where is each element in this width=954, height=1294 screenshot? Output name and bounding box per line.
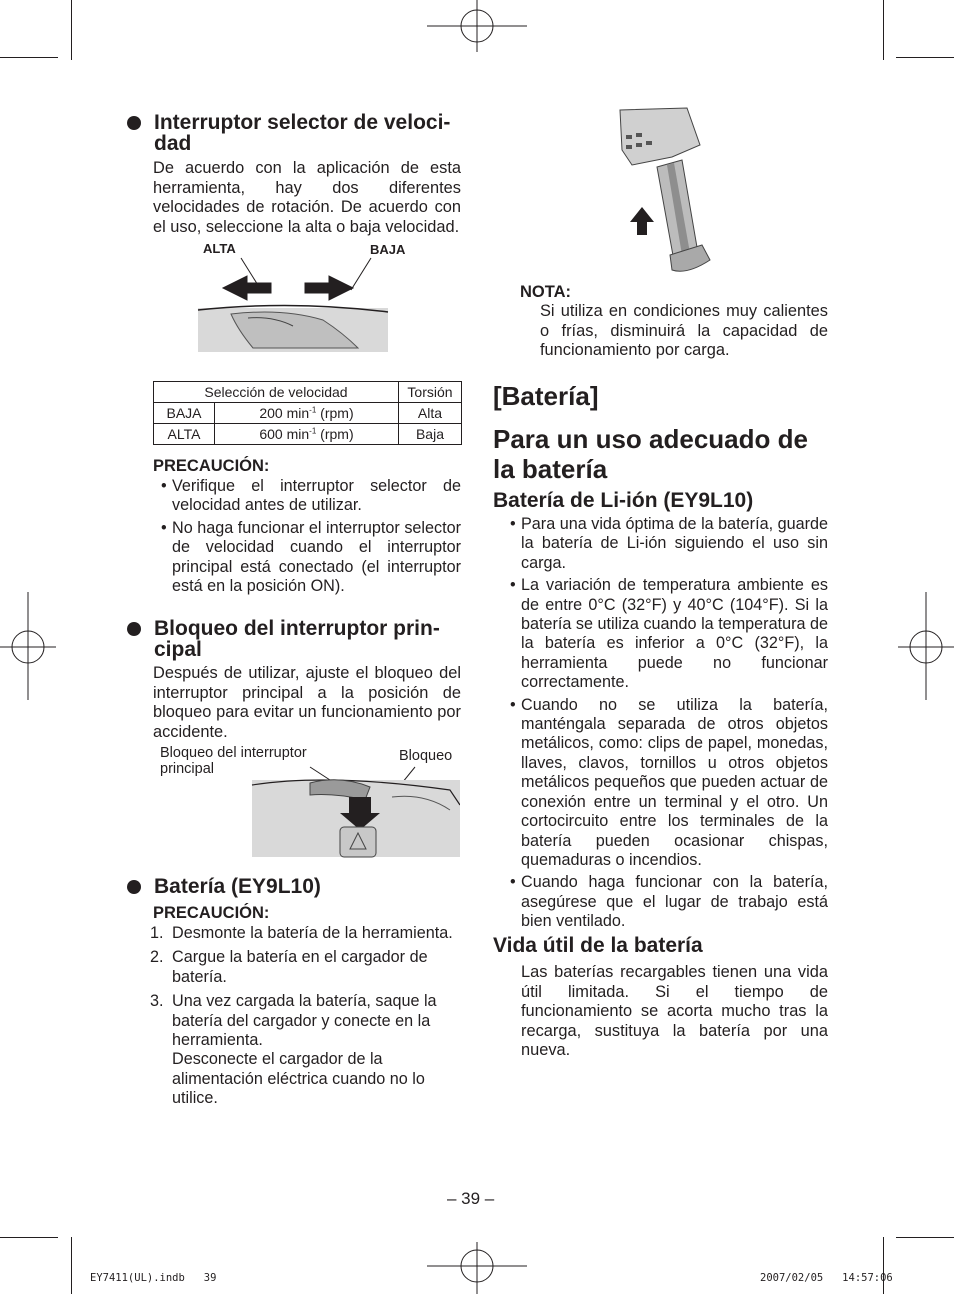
battery-life-body: Las baterías recargables tienen una vida útil limitada. Si el tiempo de funcionamiento se acorta mucho tras la recarga, sustituya la batería por una nueva. — [521, 963, 828, 1059]
liion-list — [502, 515, 828, 935]
list-item: • La variación de temperatura ambiente es de entre 0°C (32°F) y 40°C (104°F). Si la batería se utiliza cuando la temperatura de la batería es inferior a 0°C (32°F), la herramienta puede no funcionar correctamente. — [510, 576, 828, 692]
list-item: • Cuando no se utiliza la batería, manténgala separada de otros objetos metálicos, como: clips de papel, monedas, llaves, clavos, tornillos u otros objetos metálicos pequeños que pueden actuar de conexión entre un terminal y el otro. Un cortocircuito entre los terminales de la batería pueden ocasionar chispas, quemaduras o incendios. — [510, 695, 828, 869]
table-row: ALTA 600 $\min^{-1} (rpm)$ Baja — [154, 424, 462, 445]
label-baja: BAJA — [370, 242, 406, 257]
proper-use-title: Para un uso adecuado de la batería — [493, 424, 808, 484]
battery-removal-figure — [612, 105, 722, 275]
caution-list — [153, 477, 461, 599]
liion-heading: Batería de Li-ión (EY9L10) — [493, 489, 754, 512]
main-lock-body: Después de utilizar, ajuste el bloqueo del interruptor principal a la posición de bloqueo para evitar un funcionamiento por accidente. — [153, 664, 461, 741]
note-body: Si utiliza en condiciones muy calientes o frías, disminuirá la capacidad de funcionamiento por carga. — [540, 302, 828, 359]
speed-table — [153, 381, 462, 445]
table-header-row: Selección de velocidad Torsión — [154, 382, 462, 403]
caution-title: PRECAUCIÓN: — [153, 904, 270, 922]
bullet-icon — [127, 622, 141, 636]
list-item: • Para una vida óptima de la batería, guarde la batería de Li-ión siguiendo el uso sin carga. — [510, 515, 828, 572]
label-lock-switch: Bloqueo del interruptor principal — [160, 745, 307, 777]
list-item: 1. Desmonte la batería de la herramienta. — [150, 924, 453, 942]
label-lock: Bloqueo — [399, 748, 453, 764]
label-alta: ALTA — [203, 241, 236, 256]
list-item: • No haga funcionar el interruptor selector de velocidad cuando el interruptor principal está conectado (el interruptor está en la posición ON). — [161, 518, 461, 596]
bullet-icon — [127, 116, 141, 130]
battery-title: [Batería] — [493, 381, 599, 411]
note-title: NOTA: — [520, 283, 572, 301]
battery-removal-illustration — [612, 105, 722, 275]
caution-title: PRECAUCIÓN: — [153, 457, 270, 475]
speed-selector-figure — [153, 238, 461, 358]
file-name: EY7411(UL).indb 39 — [90, 1272, 217, 1284]
speed-switch-illustration — [153, 238, 461, 358]
battery-steps — [150, 924, 461, 1114]
table-row: BAJA 200 $\min^{-1} (rpm)$ Alta — [154, 403, 462, 424]
timestamp: 2007/02/05 14:57:06 — [760, 1272, 893, 1284]
list-item: 3. Una vez cargada la batería, saque la batería del cargador y conecte en la herramienta. Desconecte el cargador de la alimentación eléctrica cuando no lo utilice. — [150, 992, 437, 1108]
list-item: 2. Cargue la batería en el cargador de batería. — [150, 948, 428, 986]
list-item: • Verifique el interruptor selector de velocidad antes de utilizar. — [161, 477, 461, 515]
battery-life-heading: Vida útil de la batería — [493, 934, 703, 957]
main-lock-figure — [160, 745, 460, 860]
list-item: • Cuando haga funcionar con la batería, asegúrese que el lugar de trabajo está bien ventilado. — [510, 873, 828, 931]
bullet-icon — [127, 880, 141, 894]
speed-selector-body: De acuerdo con la aplicación de esta herramienta, hay dos diferentes velocidades de rotación. De acuerdo con el uso, seleccione la alta o baja velocidad. — [153, 159, 461, 236]
page-number: – 39 – — [447, 1189, 495, 1208]
